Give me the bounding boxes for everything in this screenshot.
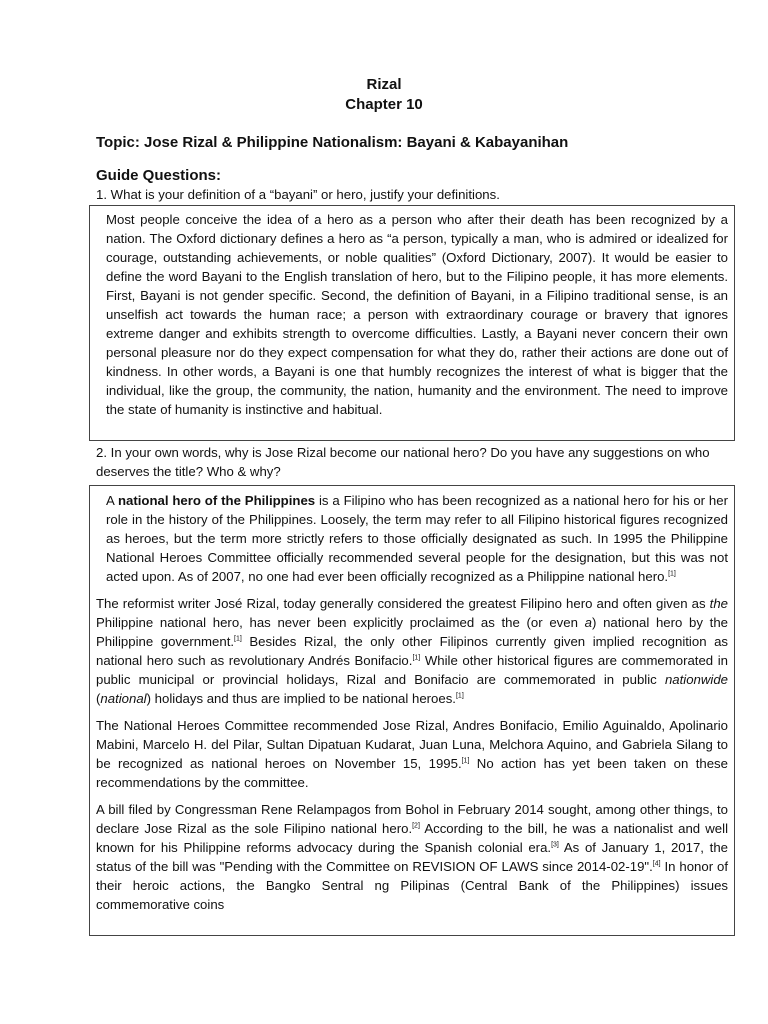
citation-ref[interactable]: [1] <box>668 570 676 578</box>
citation-ref[interactable]: [4] <box>652 860 661 868</box>
citation-ref[interactable]: [1] <box>234 635 242 643</box>
citation-ref[interactable]: [2] <box>412 822 420 830</box>
answer-box-2 <box>89 485 735 936</box>
answer-2-paragraph-3: The National Heroes Committee recommended Jose Rizal, Andres Bonifacio, Emilio Aguinaldo, Apolinario Mabini, Marcelo H. del Pilar, Sultan Dipatuan Kudarat, Juan Luna, Melchora Aquino, and Gabriela Silang to be recognized as national heroes on November 15, 1995.[1] No action has yet been taken on these recommendations by the committee. <box>96 718 728 790</box>
answer-1-text: Most people conceive the idea of a hero as a person who after their death has been recognized by a nation. The Oxford dictionary defines a hero as “a person, typically a man, who is admired or idealized for courage, outstanding achievements, or noble qualities” (Oxford Dictionary, 2007). It would be easier to define the word Bayani to the English translation of hero, but to the Filipino people, it has more elements. First, Bayani is not gender specific. Second, the definition of Bayani, in a Filipino traditional sense, is an unselfish act towards the human race; a person with extraordinary courage or bravery that ignores extreme danger and exhibits strength to overcome difficulties. Lastly, a Bayani never concern their own personal pleasure nor do they expect compensation for what they do, rather their actions are done out of kindness. In other words, a Bayani is one that humbly recognizes the interest of what is bigger that the individual, like the group, the community, the nation, humanity and the environment. The need to improve the state of humanity is instinctive and habitual. <box>106 212 728 417</box>
guide-questions-heading: Guide Questions: <box>96 167 222 184</box>
citation-ref[interactable]: [1] <box>412 654 421 662</box>
question-2: 2. In your own words, why is Jose Rizal become our national hero? Do you have any suggestions on who deserves the title? Who & why? <box>96 445 710 479</box>
answer-2-paragraph-4: A bill filed by Congressman Rene Relampagos from Bohol in February 2014 sought, among other things, to declare Jose Rizal as the sole Filipino national hero.[2] According to the bill, he was a nationalist and well known for his Philippine reforms advocacy during the Spanish colonial era.[3] As of January 1, 2017, the status of the bill was "Pending with the Committee on REVISION OF LAWS since 2014-02-19".[4] In honor of their heroic actions, the Bangko Sentral ng Pilipinas (Central Bank of the Philippines) issues commemorative coins <box>96 802 729 912</box>
bold-term: national hero of the Philippines <box>117 493 316 508</box>
answer-2-paragraph-2: The reformist writer José Rizal, today generally considered the greatest Filipino hero and often given as the Philippine national hero, has never been explicitly proclaimed as the (or even a) national hero by the Philippine government.[1] Besides Rizal, the only other Filipinos currently given implied recognition as national hero such as revolutionary Andrés Bonifacio.[1] While other historical figures are commemorated in public municipal or provincial holidays, Rizal and Bonifacio are commemorated in public nationwide (national) holidays and thus are implied to be national heroes.[1] <box>96 596 729 706</box>
citation-ref[interactable]: [1] <box>455 692 464 700</box>
answer-2-paragraph-1: A national hero of the Philippines is a Filipino who has been recognized as a national hero for his or her role in the history of the Philippines. Loosely, the term may refer to all Filipino historical figures recognized as heroes, but the term more strictly refers to those officially designated as such. In 1995 the Philippine National Heroes Committee officially recommended several people for the designation, but this was not acted upon. As of 2007, no one had ever been officially recognized as a Philippine national hero.[1] <box>106 493 728 584</box>
answer-box-1 <box>89 205 735 441</box>
citation-ref[interactable]: [1] <box>461 757 470 765</box>
topic-heading: Topic: Jose Rizal & Philippine Nationalism: Bayani & Kabayanihan <box>96 134 569 151</box>
citation-ref[interactable]: [3] <box>551 841 559 849</box>
question-1: 1. What is your definition of a “bayani” or hero, justify your definitions. <box>96 187 500 202</box>
document-title: Rizal <box>366 76 402 93</box>
chapter-heading: Chapter 10 <box>345 96 423 113</box>
